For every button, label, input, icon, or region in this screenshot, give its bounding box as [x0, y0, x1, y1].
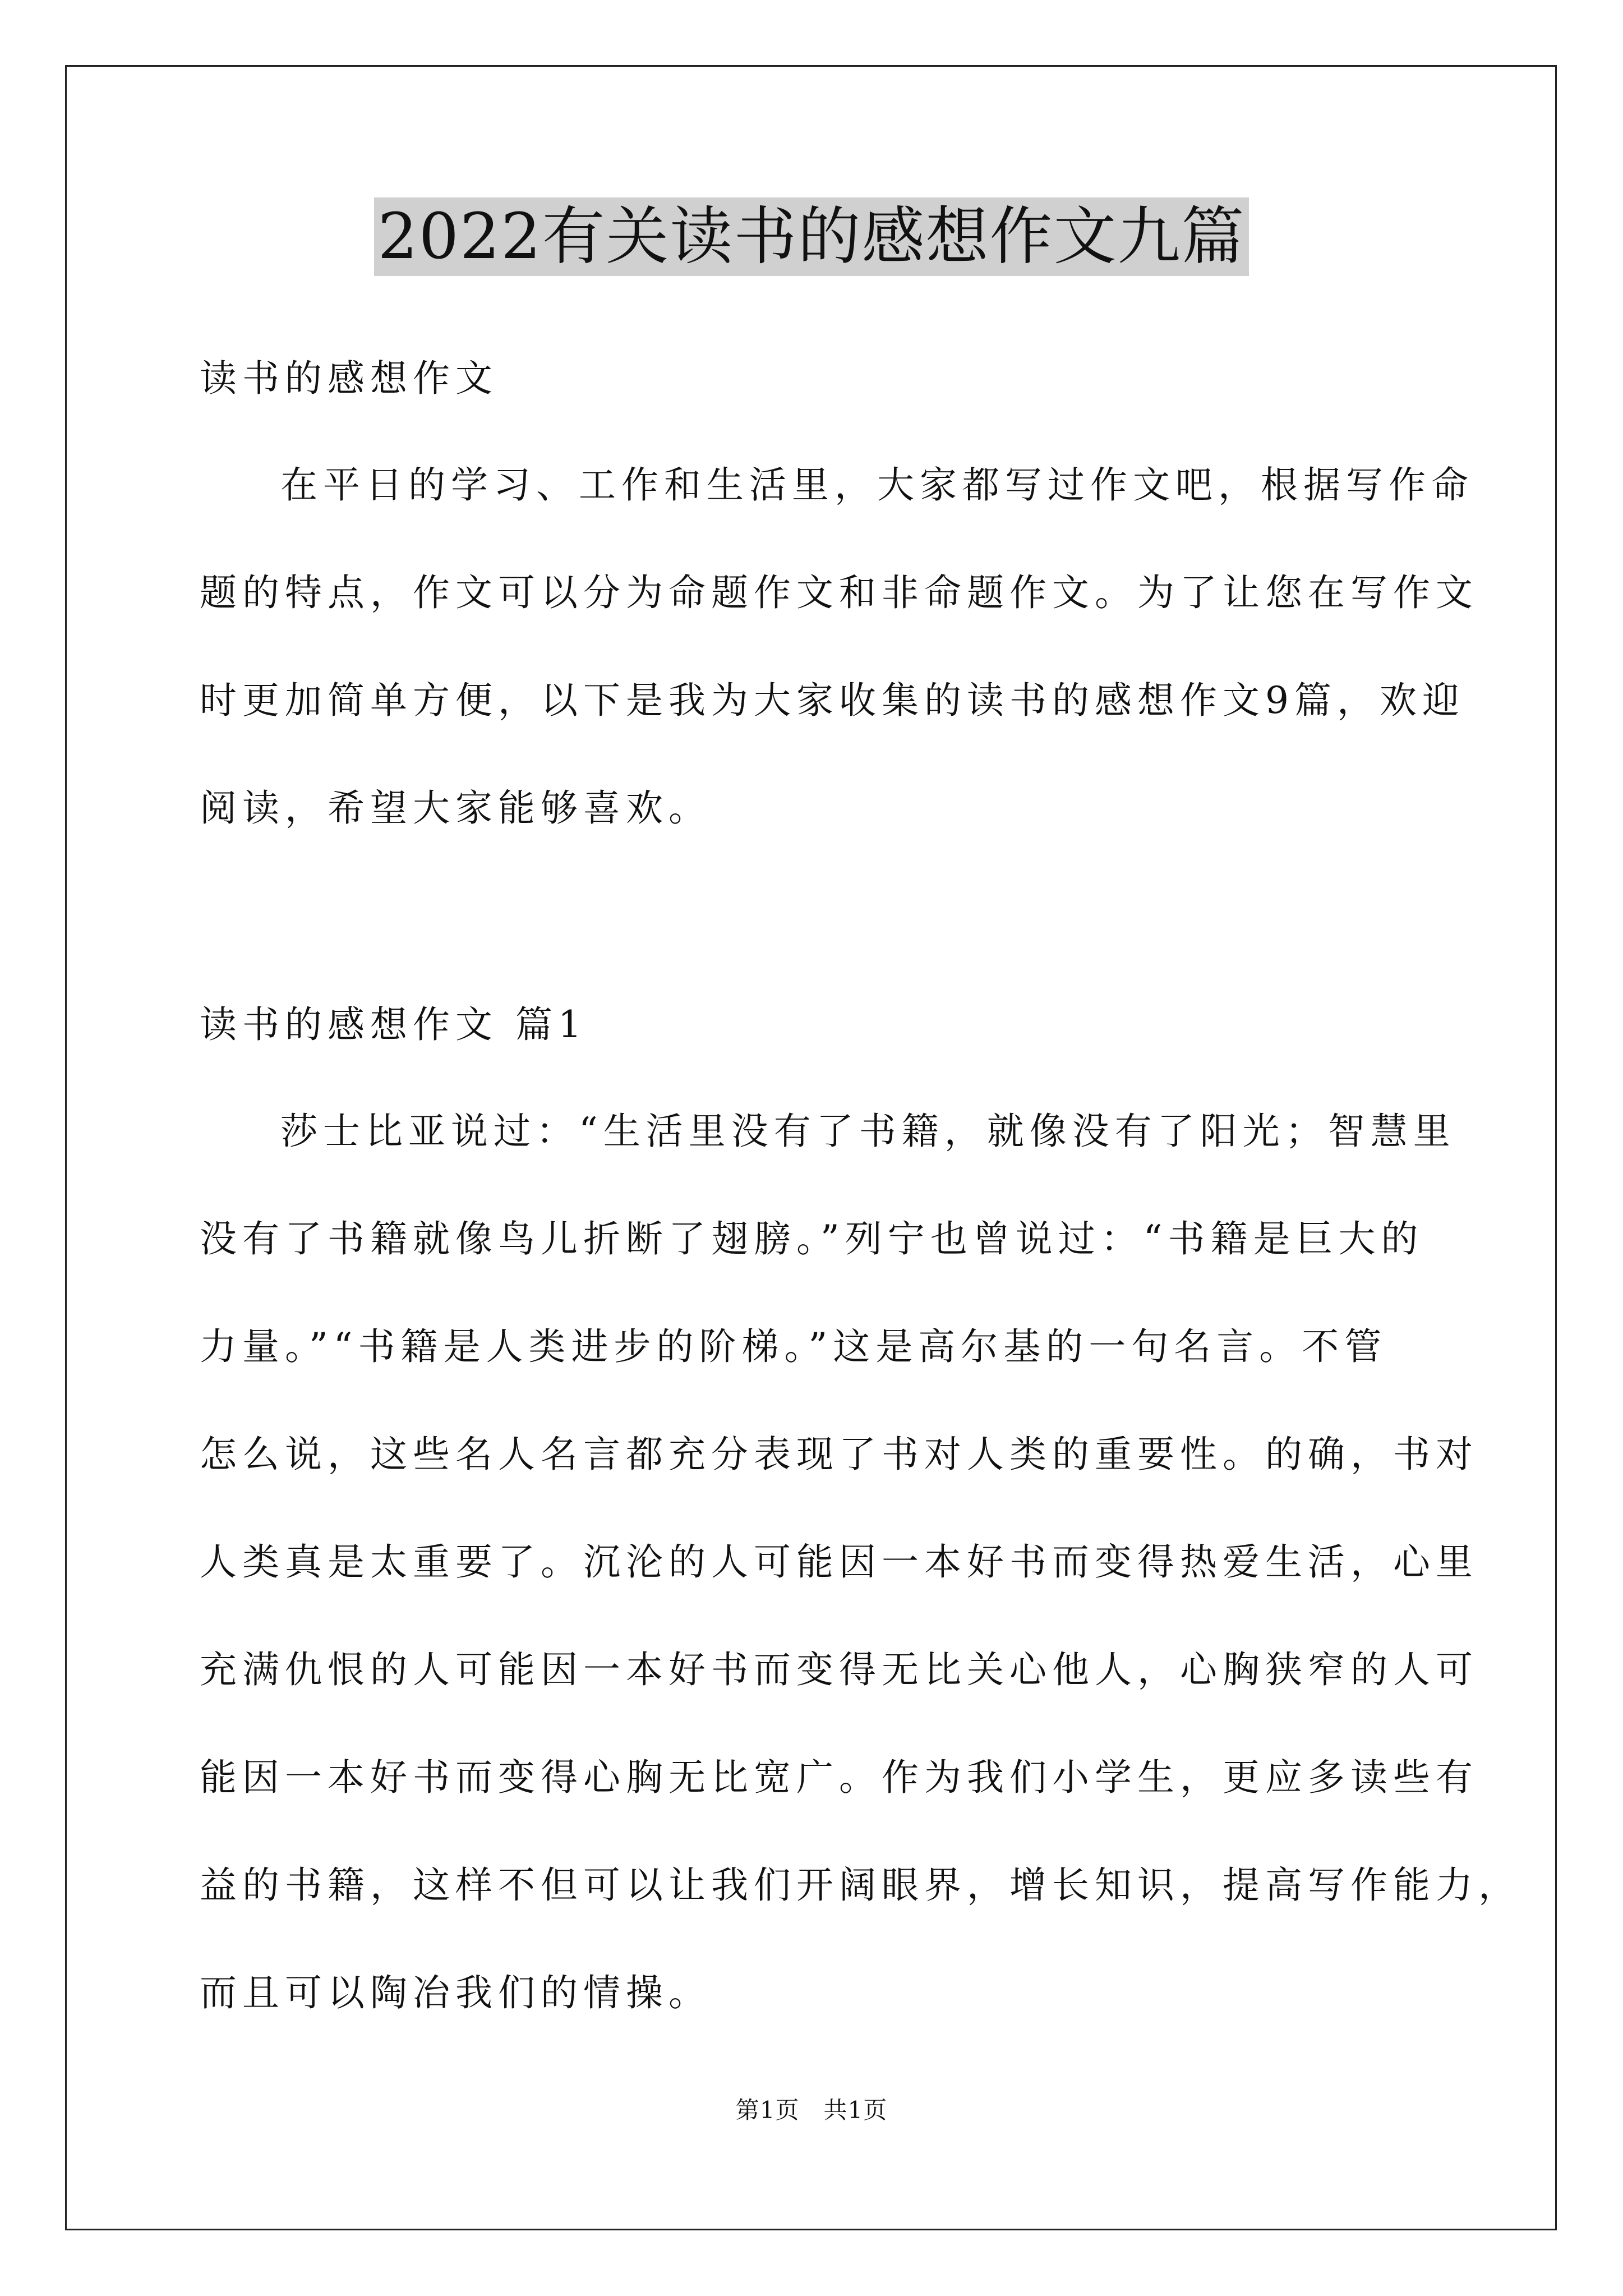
intro-paragraph-line: 时更加简单方便，以下是我为大家收集的读书的感想作文9篇，欢迎 — [200, 679, 1465, 722]
section1-paragraph-line: 莎士比亚说过：“生活里没有了书籍，就像没有了阳光；智慧里 — [280, 1110, 1456, 1153]
page-footer: 第1页 共1页 — [735, 2096, 888, 2124]
intro-paragraph-line: 阅读，希望大家能够喜欢。 — [200, 786, 711, 830]
section1-paragraph-line: 怎么说，这些名人名言都充分表现了书对人类的重要性。的确，书对 — [200, 1433, 1478, 1476]
intro-heading: 读书的感想作文 — [200, 357, 498, 400]
section1-heading: 读书的感想作文 篇1 — [200, 1003, 587, 1046]
page-title: 2022有关读书的感想作文九篇 — [374, 197, 1248, 276]
section1-paragraph-line: 益的书籍，这样不但可以让我们开阔眼界，增长知识，提高写作能力， — [200, 1864, 1521, 1907]
section1-paragraph-line: 而且可以陶冶我们的情操。 — [200, 1971, 711, 2014]
section1-paragraph-line: 没有了书籍就像鸟儿折断了翅膀。”列宁也曾说过：“书籍是巨大的 — [200, 1217, 1424, 1260]
section1-paragraph-line: 充满仇恨的人可能因一本好书而变得无比关心他人，心胸狭窄的人可 — [200, 1648, 1478, 1691]
section1-paragraph-line: 能因一本好书而变得心胸无比宽广。作为我们小学生，更应多读些有 — [200, 1756, 1478, 1799]
title-container — [0, 197, 1623, 276]
intro-paragraph-line: 在平日的学习、工作和生活里，大家都写过作文吧，根据写作命 — [280, 463, 1474, 507]
intro-paragraph-line: 题的特点，作文可以分为命题作文和非命题作文。为了让您在写作文 — [200, 571, 1478, 614]
section1-paragraph-line: 力量。”“书籍是人类进步的阶梯。”这是高尔基的一句名言。不管 — [200, 1325, 1387, 1368]
section1-paragraph-line: 人类真是太重要了。沉沦的人可能因一本好书而变得热爱生活，心里 — [200, 1540, 1478, 1584]
